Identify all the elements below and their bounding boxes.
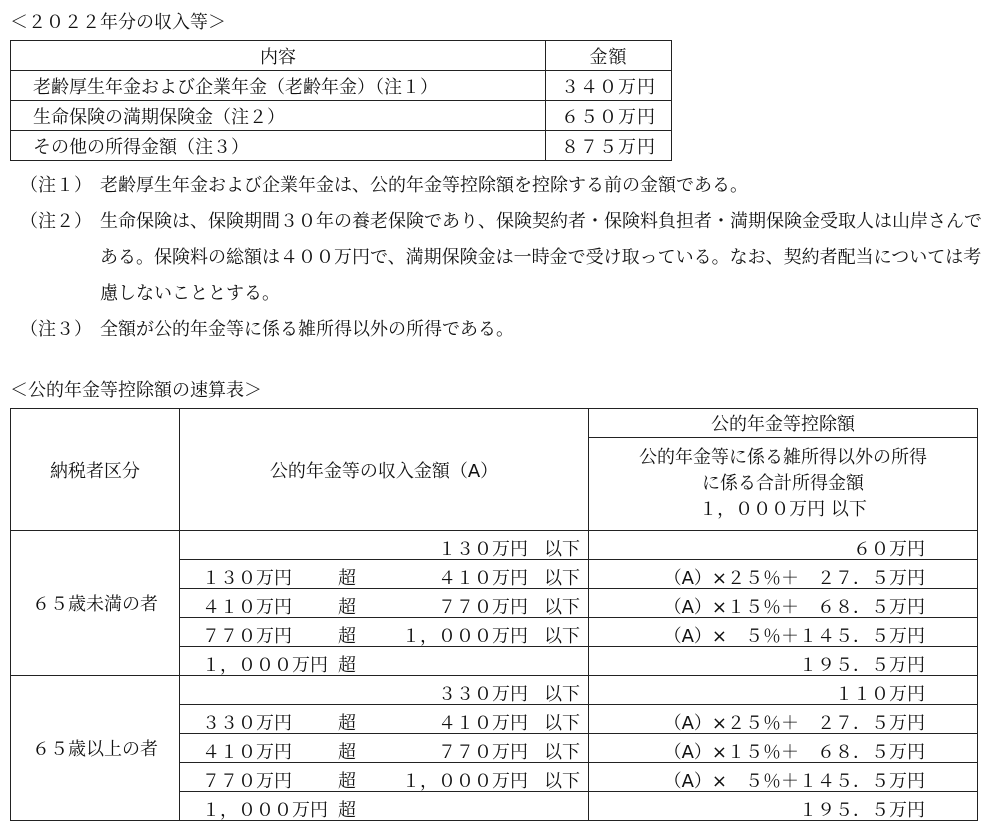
range-to: １，０００万円 xyxy=(402,626,528,647)
header-deduction: 公的年金等控除額 xyxy=(589,409,978,438)
deduction-amount: （A）×２５％＋ ２７．５万円 xyxy=(663,568,925,589)
deduction-row xyxy=(11,676,978,705)
range-from-op: 超 xyxy=(338,713,356,734)
income-heading: ＜２０２２年分の収入等＞ xyxy=(10,12,226,33)
income-header-item: 内容 xyxy=(11,41,546,71)
income-row xyxy=(11,101,672,131)
taxpayer-category: ６５歳未満の者 xyxy=(11,531,180,676)
income-item: 老齢厚生年金および企業年金（老齢年金）（注１） xyxy=(11,71,546,101)
header-income: 公的年金等の収入金額（A） xyxy=(180,409,589,531)
header-taxpayer: 納税者区分 xyxy=(11,409,180,531)
range-from-op: 超 xyxy=(338,771,356,792)
range-from: ３３０万円 xyxy=(202,713,292,734)
header-sub-line: に係る合計所得金額 xyxy=(702,473,864,494)
range-to-op: 以下 xyxy=(544,626,580,647)
income-row xyxy=(11,71,672,101)
income-table xyxy=(10,40,672,161)
note-tag: （注３） xyxy=(20,319,92,340)
deduction-amount: （A）×２５％＋ ２７．５万円 xyxy=(663,713,925,734)
range-from: ４１０万円 xyxy=(202,597,292,618)
range-from: １３０万円 xyxy=(202,568,292,589)
range-from-op: 超 xyxy=(338,568,356,589)
range-to: ７７０万円 xyxy=(438,597,528,618)
note-1 xyxy=(20,168,986,204)
note-3 xyxy=(20,312,986,348)
range-to-op: 以下 xyxy=(544,539,580,560)
deduction-amount: （A）× ５％＋１４５．５万円 xyxy=(663,626,925,647)
deduction-amount: １９５．５万円 xyxy=(799,655,925,676)
taxpayer-category: ６５歳以上の者 xyxy=(11,676,180,821)
range-to-op: 以下 xyxy=(544,713,580,734)
deduction-amount: ６０万円 xyxy=(853,539,925,560)
income-amount: ８７５万円 xyxy=(546,131,672,161)
range-to-op: 以下 xyxy=(544,684,580,705)
range-from: １，０００万円 xyxy=(202,655,328,676)
note-text: 老齢厚生年金および企業年金は、公的年金等控除額を控除する前の金額である。 xyxy=(100,175,748,196)
range-to: ４１０万円 xyxy=(438,713,528,734)
range-from-op: 超 xyxy=(338,655,356,676)
header-sub-line: １，０００万円 以下 xyxy=(699,499,867,520)
range-from: ７７０万円 xyxy=(202,771,292,792)
income-header-amount: 金額 xyxy=(546,41,672,71)
range-from-op: 超 xyxy=(338,626,356,647)
note-text: 全額が公的年金等に係る雑所得以外の所得である。 xyxy=(100,319,514,340)
deduction-body xyxy=(11,531,978,821)
range-from-op: 超 xyxy=(338,597,356,618)
note-text: 生命保険は、保険期間３０年の養老保険であり、保険契約者・保険料負担者・満期保険金受取人は山岸さんである。保険料の総額は４００万円で、満期保険金は一時金で受け取っている。なお、契約者配当については考慮しないこととする。 xyxy=(100,211,982,304)
note-2 xyxy=(20,204,986,312)
note-tag: （注２） xyxy=(20,211,92,232)
deduction-amount: １９５．５万円 xyxy=(799,800,925,821)
note-tag: （注１） xyxy=(20,175,92,196)
header-sub-line: 公的年金等に係る雑所得以外の所得 xyxy=(639,447,927,468)
notes xyxy=(20,168,986,348)
deduction-amount: （A）×１５％＋ ６８．５万円 xyxy=(663,742,925,763)
income-amount: ６５０万円 xyxy=(546,101,672,131)
income-item: その他の所得金額（注３） xyxy=(11,131,546,161)
range-to: １，０００万円 xyxy=(402,771,528,792)
deduction-amount: １１０万円 xyxy=(835,684,925,705)
deduction-heading: ＜公的年金等控除額の速算表＞ xyxy=(10,380,262,401)
range-to: ７７０万円 xyxy=(438,742,528,763)
range-to: ４１０万円 xyxy=(438,568,528,589)
range-to-op: 以下 xyxy=(544,568,580,589)
range-to: １３０万円 xyxy=(438,539,528,560)
range-from-op: 超 xyxy=(338,742,356,763)
income-item: 生命保険の満期保険金（注２） xyxy=(11,101,546,131)
deduction-header-row xyxy=(11,409,978,438)
income-amount: ３４０万円 xyxy=(546,71,672,101)
range-from: １，０００万円 xyxy=(202,800,328,821)
range-from: ７７０万円 xyxy=(202,626,292,647)
range-to-op: 以下 xyxy=(544,742,580,763)
income-header-row xyxy=(11,41,672,71)
range-to: ３３０万円 xyxy=(438,684,528,705)
range-to-op: 以下 xyxy=(544,771,580,792)
range-to-op: 以下 xyxy=(544,597,580,618)
deduction-amount: （A）×１５％＋ ６８．５万円 xyxy=(663,597,925,618)
range-from: ４１０万円 xyxy=(202,742,292,763)
deduction-row xyxy=(11,531,978,560)
income-row xyxy=(11,131,672,161)
range-from-op: 超 xyxy=(338,800,356,821)
deduction-amount: （A）× ５％＋１４５．５万円 xyxy=(663,771,925,792)
deduction-table xyxy=(10,408,978,821)
header-deduction-sub xyxy=(589,438,978,531)
